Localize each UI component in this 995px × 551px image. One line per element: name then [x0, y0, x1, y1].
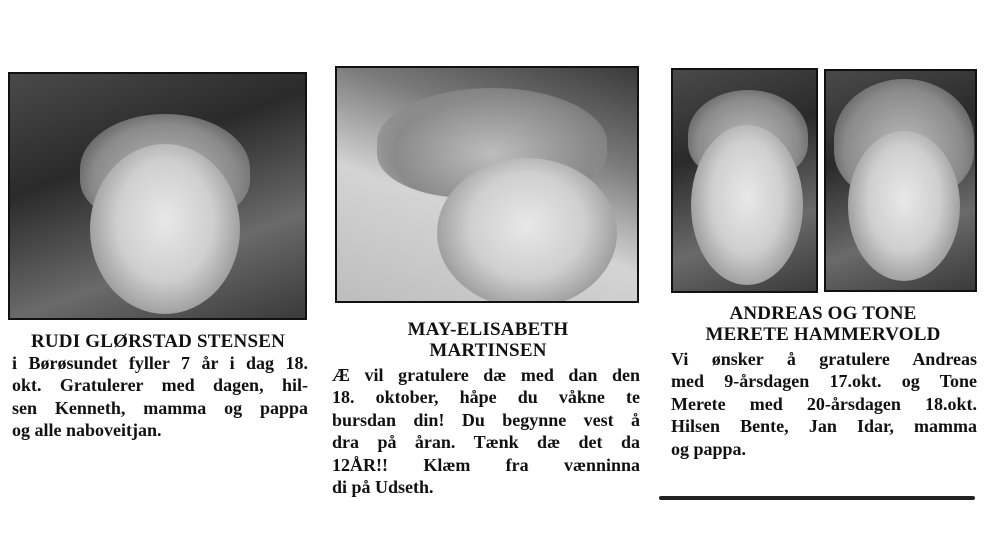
photo-tone-merete-face	[848, 131, 960, 281]
name-line: MAY-ELISABETH	[407, 319, 569, 340]
text-line: Merete med 20-årsdagen 18.okt.	[671, 393, 977, 414]
text-line: okt. Gratulerer med dagen, hil-	[12, 375, 308, 396]
photo-andreas-face	[691, 125, 803, 285]
photo-rudi-face	[90, 144, 240, 314]
announcement-andreas-tone-text	[671, 348, 977, 460]
name-line: MARTINSEN	[429, 340, 547, 361]
text-line: og pappa.	[671, 438, 747, 459]
announcement-may-elisabeth-text	[332, 364, 640, 498]
photo-may-elisabeth	[335, 66, 639, 303]
announcement-may-elisabeth-name	[335, 319, 641, 361]
announcement-andreas-tone-name	[668, 303, 978, 345]
text-line: dra på åran. Tænk dæ det da	[332, 432, 640, 453]
photo-tone-merete	[824, 69, 977, 292]
text-line: Hilsen Bente, Jan Idar, mamma	[671, 416, 977, 437]
text-line: Vi ønsker å gratulere Andreas	[671, 349, 977, 369]
photo-may-elisabeth-face	[437, 158, 617, 303]
photo-andreas	[671, 68, 818, 293]
divider-rule	[659, 496, 975, 500]
text-line: bursdan din! Du begynne vest å	[332, 409, 640, 430]
text-line: 18. oktober, håpe du våkne te	[332, 387, 640, 408]
name-line: MERETE HAMMERVOLD	[705, 324, 941, 345]
text-line: og alle naboveitjan.	[12, 420, 162, 441]
name-line: ANDREAS OG TONE	[729, 303, 917, 324]
text-line: sen Kenneth, mamma og pappa	[12, 397, 308, 418]
announcement-rudi-text	[12, 352, 308, 442]
text-line: 12ÅR!! Klæm fra vænninna	[332, 454, 640, 475]
text-line: Æ vil gratulere dæ med dan den	[332, 365, 640, 385]
text-line: di på Udseth.	[332, 477, 434, 498]
name-line: RUDI GLØRSTAD STENSEN	[30, 331, 286, 352]
text-line: med 9-årsdagen 17.okt. og Tone	[671, 371, 977, 392]
announcement-rudi-name	[8, 331, 308, 352]
photo-rudi	[8, 72, 307, 320]
text-line: i Børøsundet fyller 7 år i dag 18.	[12, 353, 308, 373]
